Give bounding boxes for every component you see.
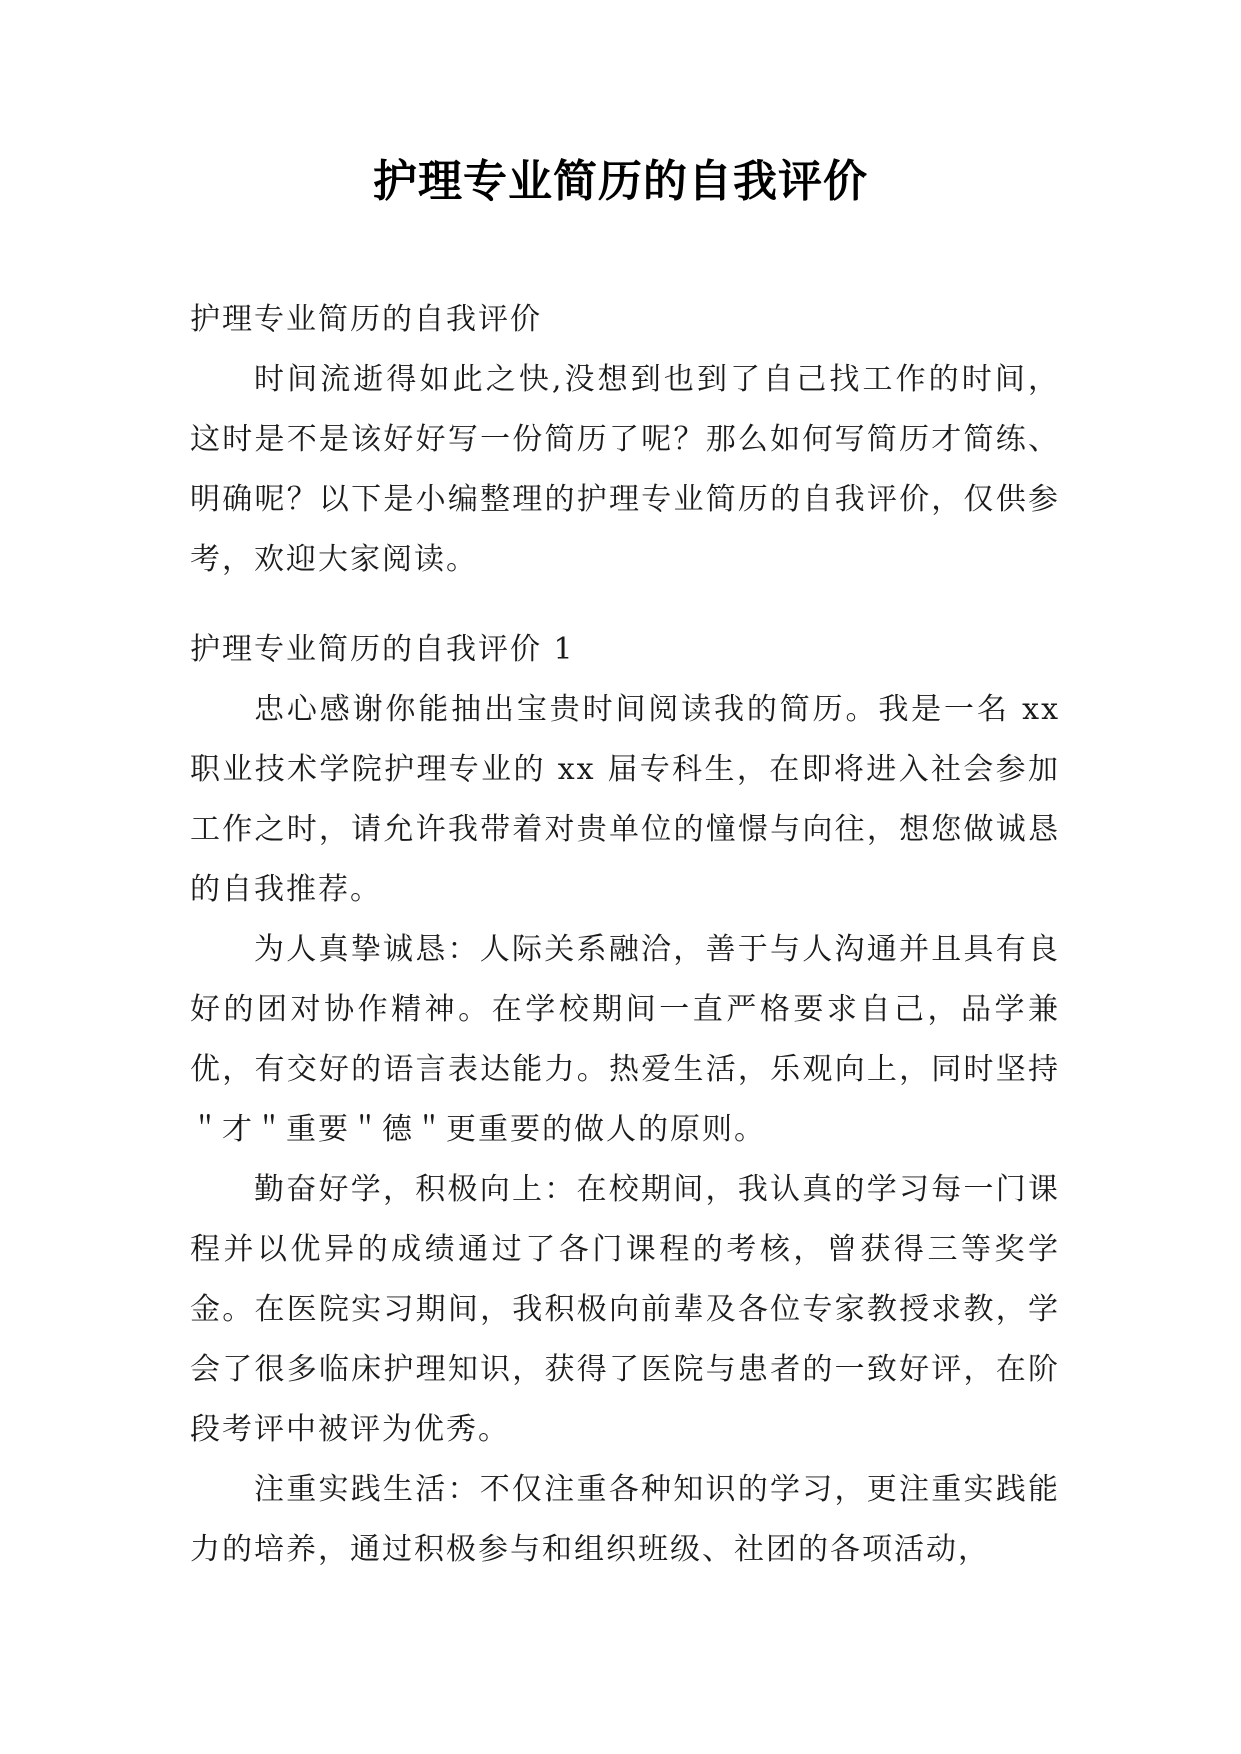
intro-paragraph: 时间流逝得如此之快,没想到也到了自己找工作的时间，这时是不是该好好写一份简历了呢？那么如何写简历才简练、明确呢？以下是小编整理的护理专业简历的自我评价，仅供参考，欢迎大家阅读。	[190, 362, 1060, 577]
body-paragraph: 注重实践生活：不仅注重各种知识的学习，更注重实践能力的培养，通过积极参与和组织班级、社团的各项活动，	[190, 1472, 1060, 1567]
document-title: 护理专业简历的自我评价	[373, 156, 868, 207]
section-heading: 护理专业简历的自我评价 1	[190, 632, 575, 667]
body-paragraph: 为人真挚诚恳：人际关系融洽，善于与人沟通并且具有良好的团对协作精神。在学校期间一直严格要求自己，品学兼优，有交好的语言表达能力。热爱生活，乐观向上，同时坚持＂才＂重要＂德＂更重要的做人的原则。	[190, 932, 1060, 1147]
subtitle-heading: 护理专业简历的自我评价	[190, 302, 542, 337]
body-paragraph: 勤奋好学，积极向上：在校期间，我认真的学习每一门课程并以优异的成绩通过了各门课程的考核，曾获得三等奖学金。在医院实习期间，我积极向前辈及各位专家教授求教，学会了很多临床护理知识，获得了医院与患者的一致好评，在阶段考评中被评为优秀。	[190, 1172, 1060, 1447]
document-body	[190, 290, 1060, 1580]
body-paragraph: 忠心感谢你能抽出宝贵时间阅读我的简历。我是一名 xx 职业技术学院护理专业的 xx 届专科生，在即将进入社会参加工作之时，请允许我带着对贵单位的憧憬与向往，想您做诚恳的自我推荐。	[190, 692, 1060, 907]
section-gap	[190, 590, 1060, 620]
